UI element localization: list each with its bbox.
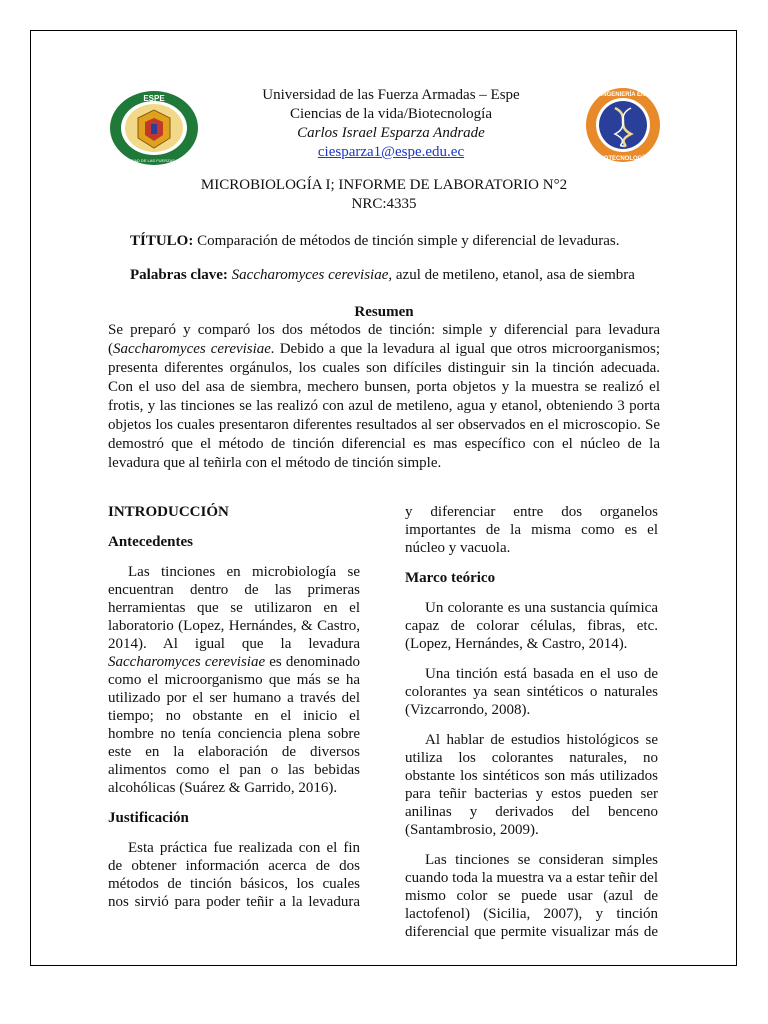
espe-logo-label: ESPE bbox=[143, 94, 165, 103]
abstract-italic: Saccharomyces cerevisiae. bbox=[113, 341, 275, 357]
antecedentes-part1: Las tinciones en microbiología se encuentran dentro de las primeras herramientas que se utilizaron en el laboratorio (Lopez, Hernándes, & Castro, 2014). Al igual que la levadura bbox=[108, 564, 360, 652]
abstract-text bbox=[108, 321, 660, 473]
section-antecedentes: Antecedentes bbox=[108, 534, 193, 550]
justificacion-paragraph: Esta práctica fue realizada con el fin de obtener información acerca de dos métodos de tinción básicos, los cuales nos sirvió para poder teñir a la levadura bbox=[108, 840, 360, 910]
section-justificacion: Justificación bbox=[108, 810, 189, 826]
author-name: Carlos Israel Esparza Andrade bbox=[297, 125, 485, 141]
author-email-link[interactable]: ciesparza1@espe.edu.ec bbox=[317, 144, 465, 160]
left-column bbox=[108, 503, 360, 911]
keywords bbox=[130, 266, 635, 285]
antecedentes-paragraph bbox=[108, 563, 360, 797]
biotecnologia-logo-bottom: BIOTECNOLOGÍA bbox=[597, 156, 649, 162]
antecedentes-part2: es denominado como el microorganismo que más se ha utilizado por el ser humano a través del tiempo; no obstante en el inicio el hombre no tenía conciencia plena sobre este en la elaboración de diversos alimentos como el pan o las bebidas alcohólicas (Suárez & Garrido, 2016). bbox=[108, 654, 360, 796]
keywords-italic: Saccharomyces cerevisiae, bbox=[231, 267, 393, 283]
title-text: Comparación de métodos de tinción simple y diferencial de levaduras. bbox=[193, 233, 620, 249]
marco-paragraph-1: Un colorante es una sustancia química capaz de colorar células, fibras, etc. (Lopez, Hernándes, & Castro, 2014). bbox=[405, 600, 658, 652]
report-title-block bbox=[150, 176, 618, 214]
antecedentes-italic: Saccharomyces cerevisiae bbox=[108, 654, 266, 670]
justificacion-continuation: y diferenciar entre dos organelos importantes de la misma como es el núcleo y vacuola. bbox=[405, 504, 658, 556]
abstract-part1: Se preparó y comparó los dos métodos de tinción: simple y diferencial para levadura ( bbox=[108, 322, 660, 357]
keywords-label: Palabras clave: bbox=[130, 267, 228, 283]
paper-header bbox=[200, 86, 582, 162]
report-nrc: NRC:4335 bbox=[351, 196, 417, 212]
right-column bbox=[405, 503, 658, 941]
university-name: Universidad de las Fuerza Armadas – Espe bbox=[262, 87, 520, 103]
section-marco-teorico: Marco teórico bbox=[405, 570, 496, 586]
espe-logo bbox=[108, 88, 200, 168]
biotecnologia-logo-top: INGENIERÍA EN bbox=[600, 92, 646, 98]
marco-paragraph-2: Una tinción está basada en el uso de colorantes ya sean sintéticos o naturales (Vizcarrondo, 2008). bbox=[405, 666, 658, 718]
keywords-rest: azul de metileno, etanol, asa de siembra bbox=[392, 267, 635, 283]
abstract-part2: Debido a que la levadura al igual que otros microorganismos; presenta diferentes orgánulos, los cuales son difíciles distinguir sin la tinción adecuada. Con el uso del asa de siembra, mechero bunsen, porta objetos y la muestra se realizó el frotis, y las tinciones se las realizó con azul de metileno, agua y etanol, obteniendo 3 porta objetos los cuales presentaron diferentes resultados al ser observados en el microscopio. Se demostró que el método de tinción diferencial es mas específico con el núcleo de la levadura que al teñirla con el método de tinción simple. bbox=[108, 341, 660, 471]
biotecnologia-logo bbox=[584, 86, 662, 164]
marco-paragraph-3: Al hablar de estudios histológicos se utiliza los colorantes naturales, no obstante los sintéticos son más utilizados para teñir bacterias y estos pueden ser anilinas y derivados del benceno (Santambrosio, 2009). bbox=[405, 732, 658, 838]
report-course: MICROBIOLOGÍA I; INFORME DE LABORATORIO N°2 bbox=[200, 177, 568, 193]
section-introduccion: INTRODUCCIÓN bbox=[108, 504, 229, 520]
department-name: Ciencias de la vida/Biotecnología bbox=[289, 106, 493, 122]
espe-logo-ring: UNIVERSIDAD DE LAS FUERZAS ARMADAS bbox=[112, 158, 196, 163]
title-label: TÍTULO: bbox=[130, 233, 194, 249]
abstract-heading: Resumen bbox=[354, 304, 414, 320]
marco-paragraph-4: Las tinciones se consideran simples cuando toda la muestra va a estar teñir del mismo color se puede usar (azul de lactofenol) (Sicilia, 2007), y tinción diferencial que permite visualizar más de bbox=[405, 852, 658, 940]
paper-title bbox=[130, 232, 619, 251]
